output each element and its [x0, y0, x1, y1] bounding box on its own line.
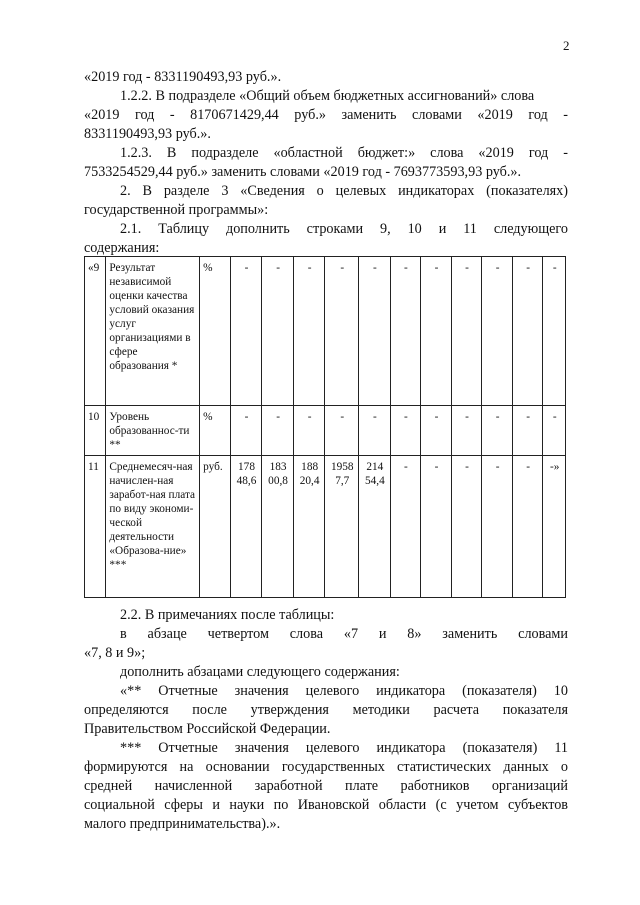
value-cell: - — [512, 456, 543, 598]
table-row — [85, 406, 566, 456]
indicator-name-cell: Уровень образованнос-ти ** — [106, 406, 200, 456]
value-cell: - — [451, 406, 482, 456]
unit-cell: руб. — [200, 456, 231, 598]
paragraph-line: 8331190493,93 руб.». — [84, 126, 211, 142]
value-cell: - — [390, 456, 421, 598]
value-cell: - — [421, 257, 452, 406]
value-cell: - — [543, 406, 566, 456]
indicator-name-cell: Результат независимой оценки качества условий оказания услуг организациями в сфере образования * — [106, 257, 200, 406]
row-index-cell: 11 — [85, 456, 106, 598]
value-cell: - — [512, 257, 543, 406]
table-row — [85, 257, 566, 406]
paragraph-line: 1.2.2. В подразделе «Общий объем бюджетных ассигнований» слова — [120, 88, 535, 104]
paragraph-line: «2019 год - 8170671429,44 руб.» заменить словами «2019 год - — [84, 107, 568, 123]
value-cell: 214 54,4 — [359, 456, 391, 598]
paragraph-line: «2019 год - 8331190493,93 руб.». — [84, 69, 282, 85]
paragraph-line: определяются после утверждения методики расчета показателя — [84, 702, 568, 718]
unit-cell: % — [200, 406, 231, 456]
paragraph-line: «7, 8 и 9»; — [84, 645, 146, 661]
value-cell: 188 20,4 — [293, 456, 325, 598]
paragraph-line: 2. В разделе 3 «Сведения о целевых индикаторах (показателях) — [120, 183, 568, 199]
paragraph-line: дополнить абзацами следующего содержания: — [120, 664, 400, 680]
row-index-cell: «9 — [85, 257, 106, 406]
value-cell: - — [293, 257, 325, 406]
value-cell: - — [421, 456, 452, 598]
value-cell: - — [451, 456, 482, 598]
value-cell: 1958 7,7 — [325, 456, 359, 598]
value-cell: - — [421, 406, 452, 456]
paragraph-line: содержания: — [84, 240, 160, 256]
paragraph-line: в абзаце четвертом слова «7 и 8» заменить словами — [120, 626, 568, 642]
value-cell: - — [262, 406, 294, 456]
paragraph-line: малого предпринимательства).». — [84, 816, 281, 832]
indicator-name-cell: Среднемесяч-ная начислен-ная заработ-ная плата по виду экономи-ческой деятельности «Образова-ние» *** — [106, 456, 200, 598]
value-cell: - — [390, 406, 421, 456]
value-cell: - — [230, 406, 262, 456]
value-cell: - — [325, 257, 359, 406]
paragraph-line: социальной сферы и науки по Ивановской области (с учетом субъектов — [84, 797, 568, 813]
value-cell: 183 00,8 — [262, 456, 294, 598]
value-cell: - — [390, 257, 421, 406]
value-cell: - — [359, 257, 391, 406]
page-number: 2 — [563, 38, 570, 53]
paragraph-line: средней начисленной заработной плате работников организаций — [84, 778, 568, 794]
paragraph-line: 1.2.3. В подразделе «областной бюджет:» слова «2019 год - — [120, 145, 568, 161]
value-cell: - — [482, 257, 513, 406]
value-cell: - — [325, 406, 359, 456]
value-cell: - — [482, 406, 513, 456]
value-cell: - — [230, 257, 262, 406]
value-cell: - — [293, 406, 325, 456]
value-cell: - — [359, 406, 391, 456]
value-cell: - — [512, 406, 543, 456]
value-cell: - — [451, 257, 482, 406]
row-index-cell: 10 — [85, 406, 106, 456]
value-cell: - — [262, 257, 294, 406]
paragraph-line: 2.1. Таблицу дополнить строками 9, 10 и 11 следующего — [120, 221, 568, 237]
value-cell: - — [482, 456, 513, 598]
value-cell: 178 48,6 — [230, 456, 262, 598]
indicator-table — [84, 256, 566, 598]
paragraph-line: формируются на основании государственных статистических данных о — [84, 759, 568, 775]
paragraph-line: 2.2. В примечаниях после таблицы: — [120, 607, 335, 623]
paragraph-line: *** Отчетные значения целевого индикатора (показателя) 11 — [120, 740, 568, 756]
value-cell: -» — [543, 456, 566, 598]
paragraph-line: 7533254529,44 руб.» заменить словами «2019 год - 7693773593,93 руб.». — [84, 164, 522, 180]
table-row — [85, 456, 566, 598]
paragraph-line: государственной программы»: — [84, 202, 269, 218]
unit-cell: % — [200, 257, 231, 406]
value-cell: - — [543, 257, 566, 406]
paragraph-line: Правительством Российской Федерации. — [84, 721, 331, 737]
paragraph-line: «** Отчетные значения целевого индикатора (показателя) 10 — [120, 683, 568, 699]
